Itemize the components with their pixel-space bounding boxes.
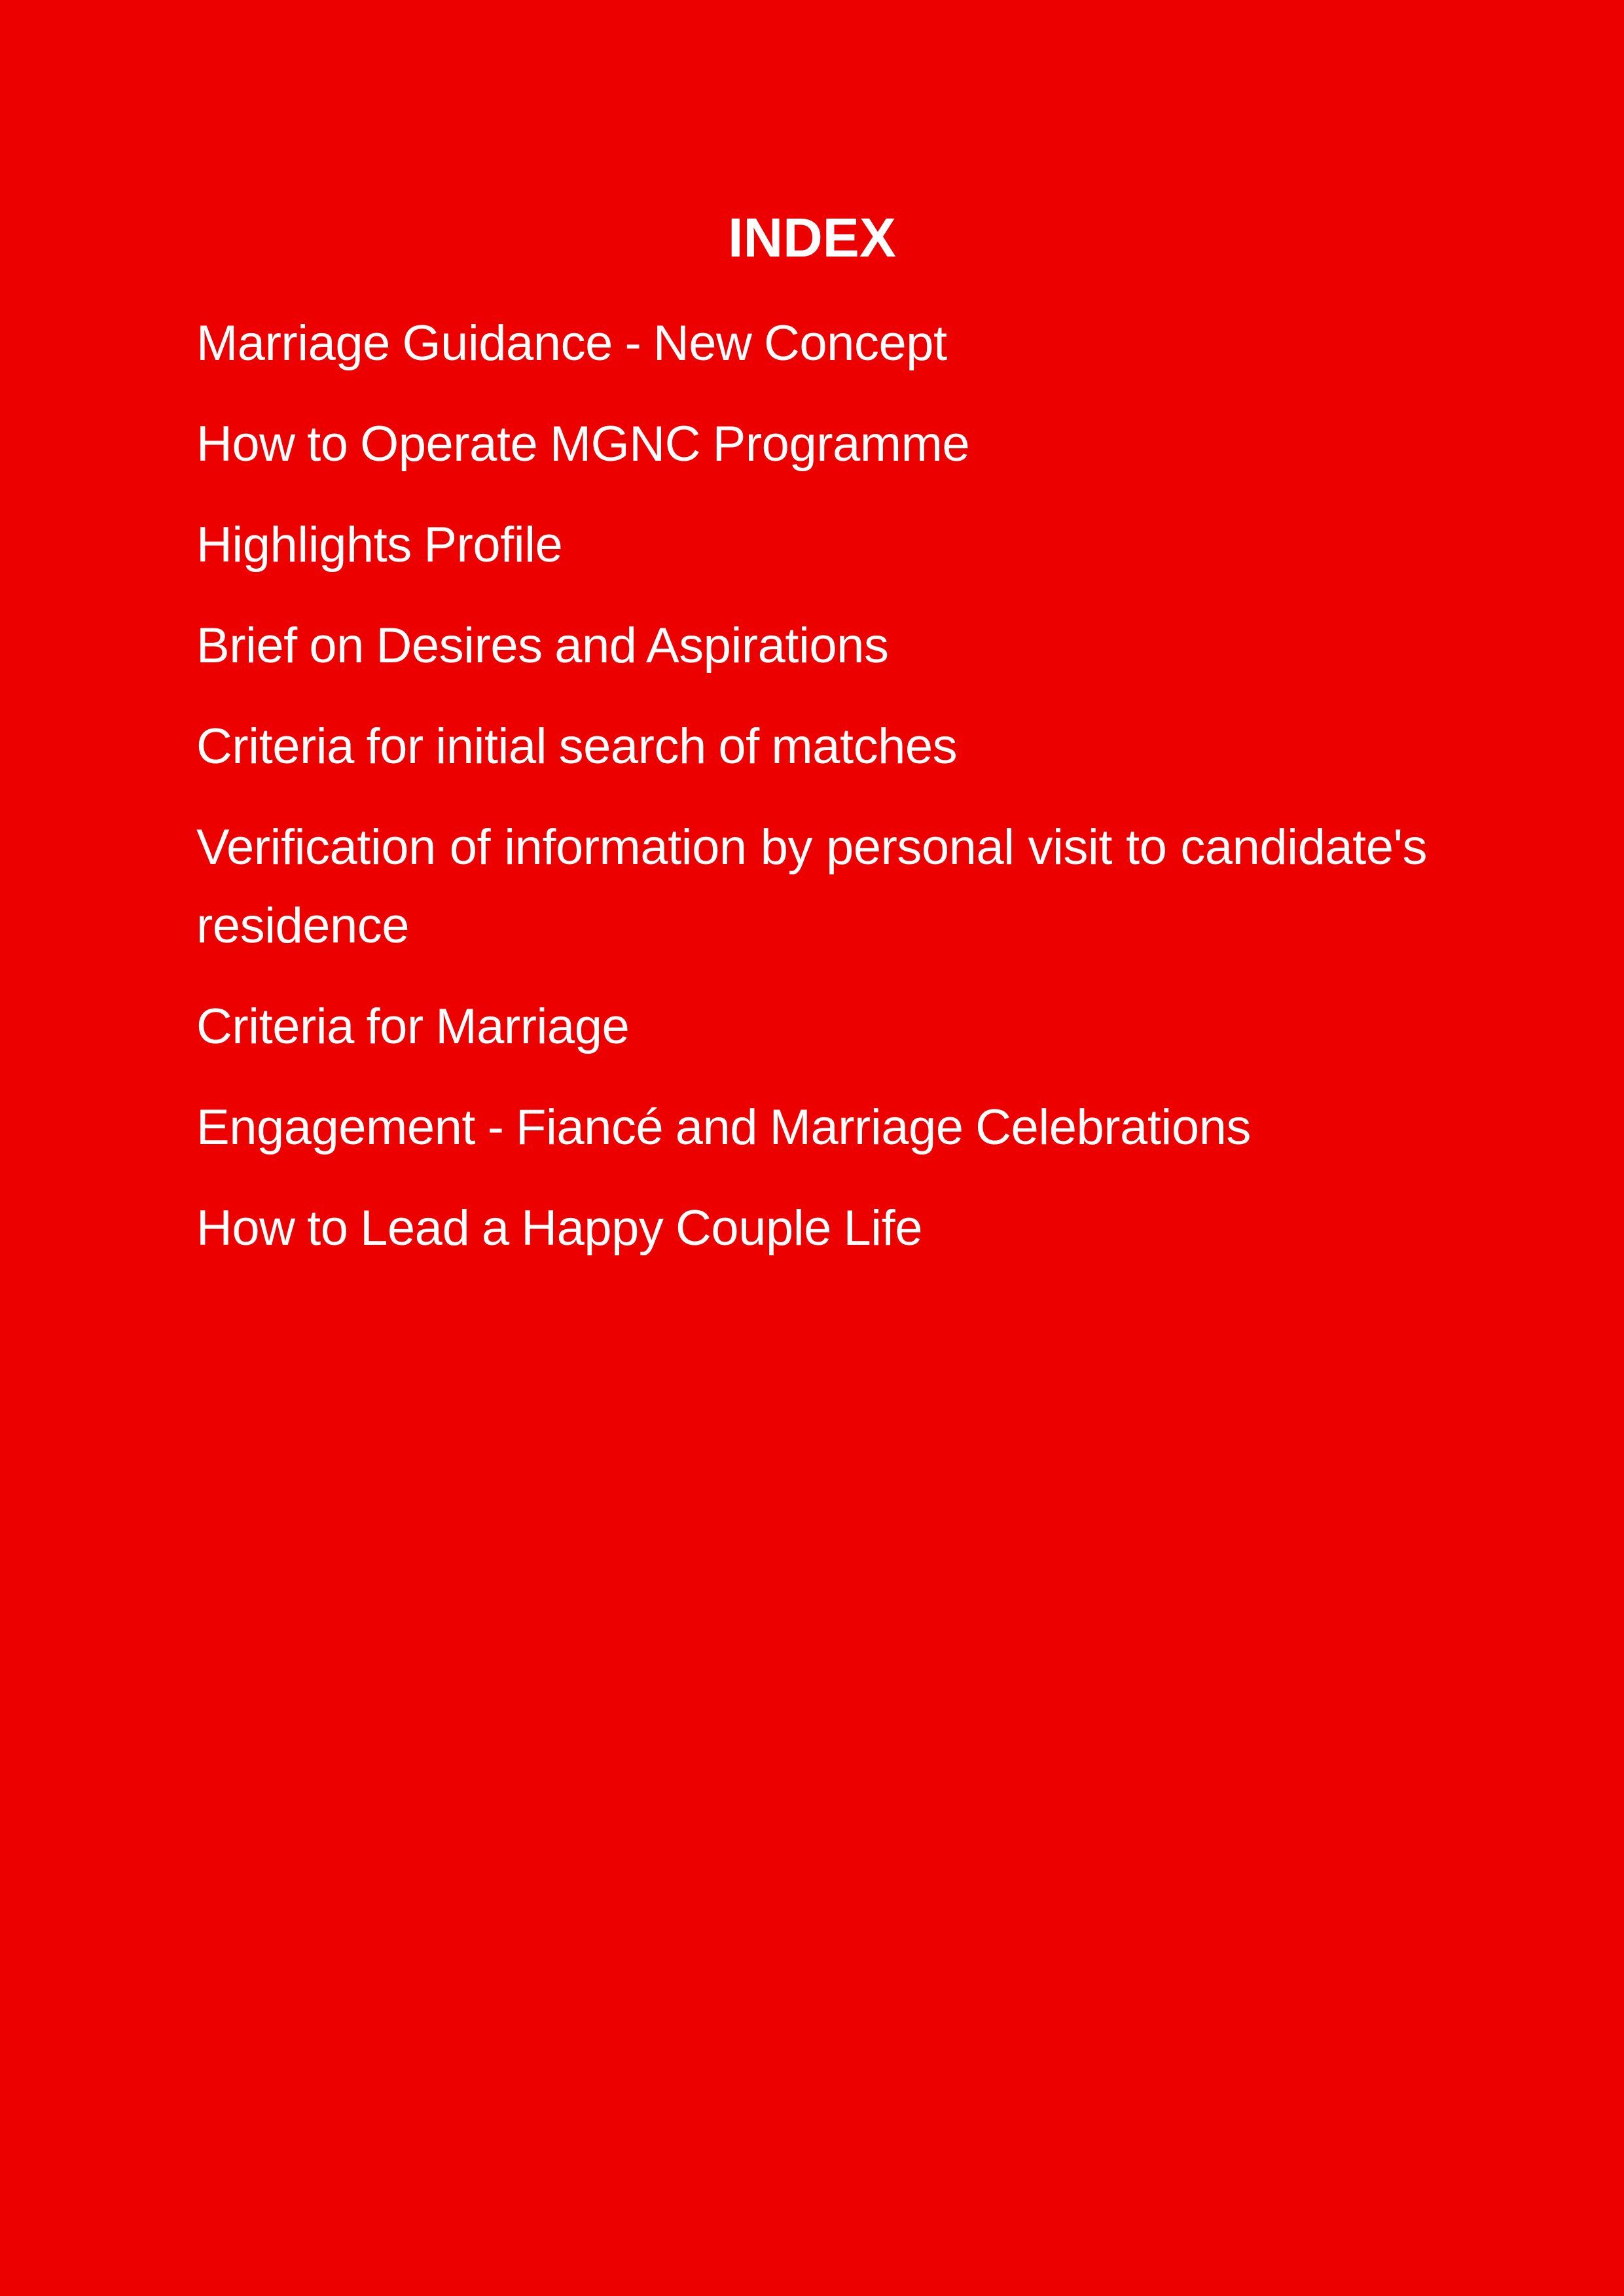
index-entry-initial-search-criteria: Criteria for initial search of matches bbox=[196, 719, 958, 774]
index-list bbox=[196, 304, 1427, 1290]
index-entry-marriage-criteria: Criteria for Marriage bbox=[196, 999, 630, 1054]
index-entry-desires-aspirations: Brief on Desires and Aspirations bbox=[196, 618, 889, 673]
index-title: INDEX bbox=[728, 207, 896, 268]
index-entry-happy-couple-life: How to Lead a Happy Couple Life bbox=[196, 1200, 923, 1256]
index-entry-operate-mgnc: How to Operate MGNC Programme bbox=[196, 416, 970, 472]
index-entry-verification: Verification of information by personal visit to candidate's residence bbox=[196, 819, 1427, 954]
index-entry-highlights-profile: Highlights Profile bbox=[196, 517, 563, 573]
index-entry-engagement: Engagement - Fiancé and Marriage Celebrations bbox=[196, 1100, 1251, 1155]
index-entry-marriage-guidance: Marriage Guidance - New Concept bbox=[196, 315, 947, 371]
